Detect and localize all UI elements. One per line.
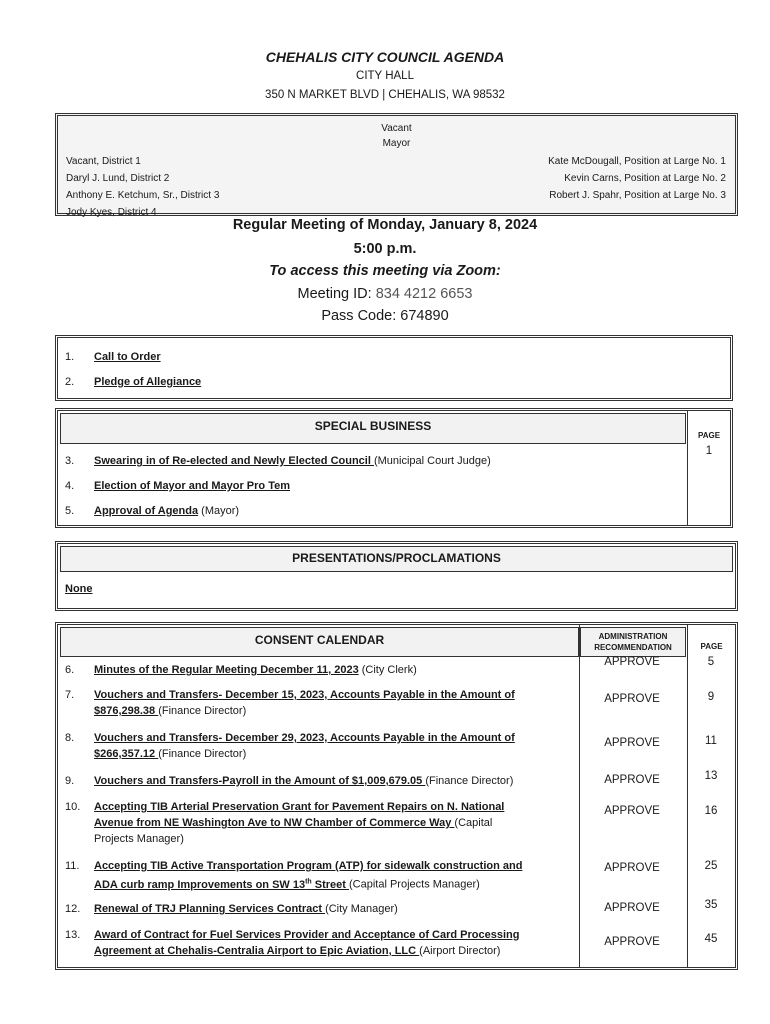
item-text (94, 478, 290, 494)
item-note: (City Manager) (325, 903, 398, 915)
item-title[interactable]: Minutes of the Regular Meeting December 11, 2023 (94, 664, 359, 676)
item-note: (Finance Director) (158, 748, 247, 760)
item-title[interactable]: Renewal of TRJ Planning Services Contract (94, 903, 326, 915)
item-text (94, 799, 574, 847)
section-heading: PRESENTATIONS/PROCLAMATIONS (60, 546, 733, 572)
mayor-title: Mayor (382, 138, 411, 149)
item-recommendation: APPROVE (604, 737, 660, 749)
item-recommendation: APPROVE (604, 805, 660, 817)
item-note: (Municipal Court Judge) (373, 455, 491, 467)
item-title[interactable]: Accepting TIB Active Transportation Program (ATP) for sidewalk construction and (94, 860, 523, 872)
item-page: 9 (707, 691, 715, 703)
item-text (94, 927, 574, 959)
item-text (94, 773, 513, 789)
admin-rec-heading-line: ADMINISTRATION (598, 632, 668, 641)
item-page: 5 (707, 656, 715, 668)
item-text (94, 662, 417, 678)
column-divider (687, 411, 688, 525)
meeting-title: Regular Meeting of Monday, January 8, 2024 (232, 217, 538, 233)
item-note-cont: Projects Manager) (94, 833, 184, 845)
district-member: Anthony E. Ketchum, Sr., District 3 (66, 190, 220, 201)
section-heading: CONSENT CALENDAR (60, 627, 579, 657)
item-number: 10. (65, 801, 81, 813)
item-number: 7. (65, 689, 75, 701)
item-note: (Capital Projects Manager) (349, 878, 480, 891)
item-recommendation: APPROVE (604, 774, 660, 786)
item-page: 1 (705, 445, 713, 457)
item-note: (Mayor) (198, 505, 240, 517)
item-title-cont[interactable]: Avenue from NE Washington Ave to NW Chamber of Commerce Way (94, 817, 455, 829)
item-page: 11 (705, 735, 717, 747)
item-page: 16 (704, 805, 718, 817)
item-note: (Finance Director) (158, 705, 247, 717)
item-title[interactable]: Accepting TIB Arterial Preservation Grant for Pavement Repairs on N. National (94, 801, 505, 813)
at-large-member: Kate McDougall, Position at Large No. 1 (548, 156, 726, 167)
item-title[interactable]: Swearing in of Re-elected and Newly Elected Council (94, 455, 374, 467)
item-note: (Airport Director) (419, 945, 501, 957)
admin-rec-heading (580, 627, 686, 657)
meeting-pass-code: Pass Code: 674890 (321, 308, 449, 324)
item-note: (City Clerk) (358, 664, 417, 676)
district-member: Daryl J. Lund, District 2 (66, 173, 170, 184)
meeting-time: 5:00 p.m. (353, 241, 417, 257)
item-page: 45 (704, 933, 718, 945)
item-title-cont[interactable]: Agreement at Chehalis-Centralia Airport to Epic Aviation, LLC (94, 945, 420, 957)
presentations-none: None (65, 583, 93, 595)
item-number: 11. (65, 860, 80, 872)
item-number: 3. (65, 455, 75, 467)
item-title[interactable]: Vouchers and Transfers- December 29, 2023, Accounts Payable in the Amount of (94, 732, 515, 744)
consent-calendar-section (55, 622, 738, 970)
agenda-location: CITY HALL (356, 70, 414, 82)
meeting-id-label: Meeting ID: (297, 286, 376, 302)
item-title[interactable]: Election of Mayor and Mayor Pro Tem (94, 480, 290, 492)
district-member: Vacant, District 1 (66, 156, 141, 167)
item-title-cont[interactable]: $876,298.38 (94, 705, 159, 717)
item-number: 13. (65, 929, 81, 941)
item-title[interactable]: Vouchers and Transfers-Payroll in the Amount of $1,009,679.05 (94, 775, 426, 787)
page-column-heading: PAGE (697, 431, 721, 440)
opening-section (55, 335, 733, 401)
page-column-heading: PAGE (700, 642, 723, 651)
item-title[interactable]: Pledge of Allegiance (94, 376, 202, 388)
item-title-sup: th (305, 878, 312, 885)
item-text (94, 453, 491, 469)
agenda-title: CHEHALIS CITY COUNCIL AGENDA (265, 49, 505, 65)
at-large-members (548, 153, 726, 204)
item-text (94, 687, 574, 719)
item-page: 25 (704, 860, 718, 872)
zoom-heading: To access this meeting via Zoom: (269, 263, 501, 279)
item-title[interactable]: Approval of Agenda (94, 505, 199, 517)
item-recommendation: APPROVE (604, 693, 660, 705)
item-note: (Capital (454, 817, 493, 829)
at-large-member: Kevin Carns, Position at Large No. 2 (564, 173, 726, 184)
mayor-block (58, 121, 735, 151)
item-title-part: ADA curb ramp Improvements on SW 13 (94, 878, 306, 891)
item-title[interactable]: Vouchers and Transfers- December 15, 2023, Accounts Payable in the Amount of (94, 689, 515, 701)
special-business-section (55, 408, 733, 528)
admin-rec-heading-line: RECOMMENDATION (594, 643, 672, 652)
column-divider (687, 625, 688, 967)
item-note: (Finance Director) (425, 775, 514, 787)
item-title-cont[interactable]: $266,357.12 (94, 748, 159, 760)
item-text (94, 730, 574, 762)
item-text (94, 503, 239, 519)
item-recommendation: APPROVE (604, 862, 660, 874)
item-number: 12. (65, 903, 81, 915)
agenda-address: 350 N MARKET BLVD | CHEHALIS, WA 98532 (265, 89, 505, 101)
presentations-content (65, 581, 93, 597)
presentations-section (55, 541, 738, 611)
item-number: 6. (65, 664, 75, 676)
column-divider (579, 625, 580, 967)
at-large-member: Robert J. Spahr, Position at Large No. 3 (549, 190, 726, 201)
item-page: 35 (704, 899, 718, 911)
item-title-cont[interactable] (94, 879, 349, 891)
item-number: 1. (65, 351, 75, 363)
item-number: 4. (65, 480, 75, 492)
council-roster (55, 113, 738, 216)
item-title-part: Street (311, 878, 349, 891)
item-number: 9. (65, 775, 75, 787)
item-recommendation: APPROVE (604, 902, 660, 914)
item-number: 5. (65, 505, 75, 517)
meeting-id: 834 4212 6653 (375, 286, 473, 302)
item-recommendation: APPROVE (604, 936, 660, 948)
district-members (66, 153, 219, 221)
mayor-name: Vacant (381, 123, 412, 134)
item-page: 13 (704, 770, 718, 782)
item-title[interactable]: Award of Contract for Fuel Services Provider and Acceptance of Card Processing (94, 929, 520, 941)
item-text (94, 858, 574, 893)
district-member: Jody Kyes, District 4 (66, 207, 157, 218)
item-title[interactable]: Call to Order (94, 351, 161, 363)
item-recommendation: APPROVE (604, 656, 660, 668)
section-heading: SPECIAL BUSINESS (60, 413, 686, 444)
item-text (94, 901, 398, 917)
item-number: 8. (65, 732, 75, 744)
meeting-id-line (0, 286, 770, 302)
item-number: 2. (65, 376, 75, 388)
